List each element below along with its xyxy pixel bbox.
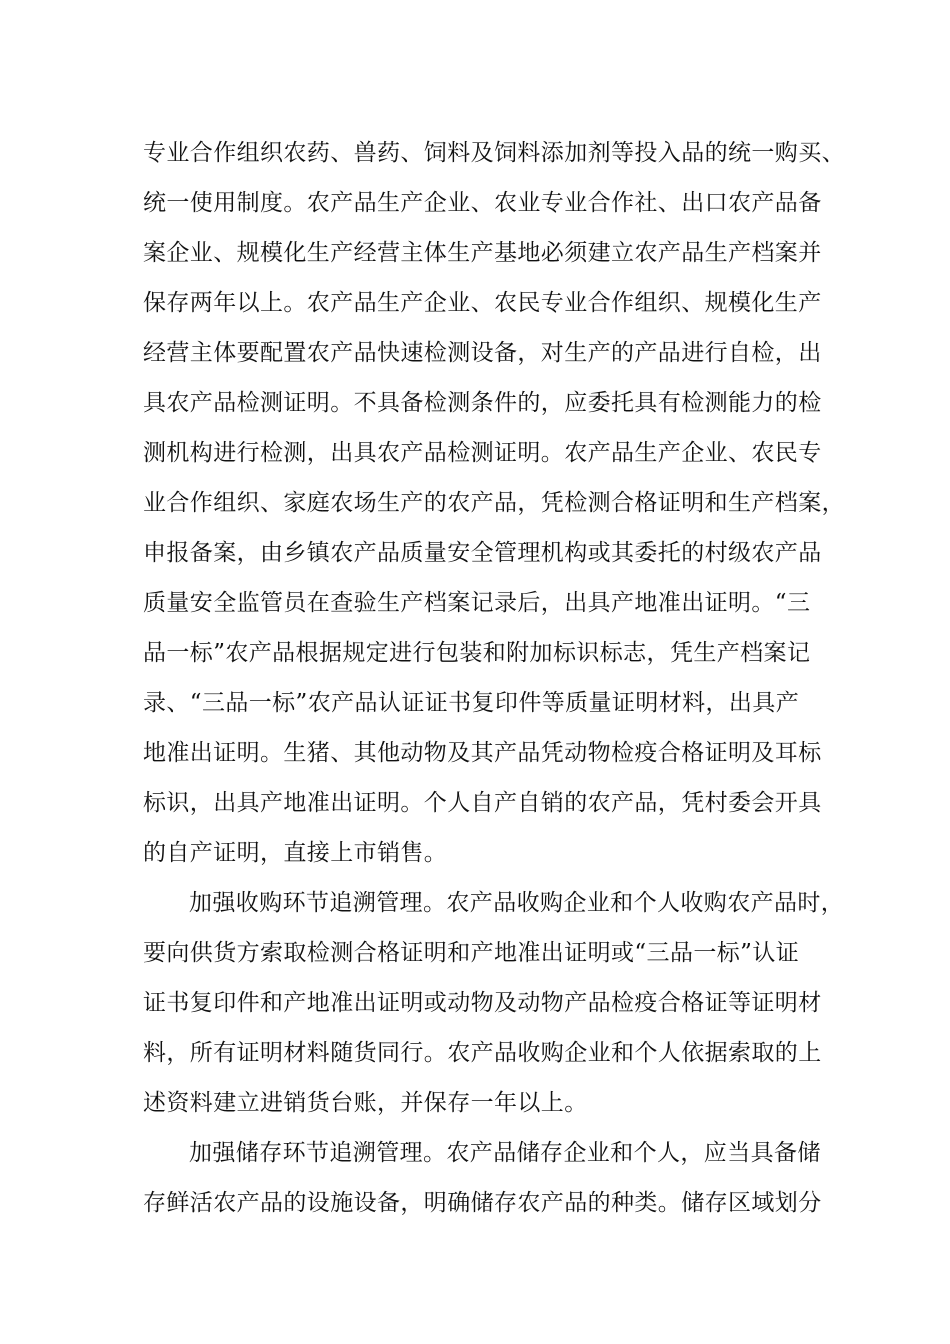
text-line: 地准出证明。生猪、其他动物及其产品凭动物检疫合格证明及耳标 xyxy=(143,740,822,766)
text-line: 专业合作组织农药、兽药、饲料及饲料添加剂等投入品的统一购买、 xyxy=(143,140,845,166)
text-line: 料，所有证明材料随货同行。农产品收购企业和个人依据索取的上 xyxy=(143,1040,822,1066)
text-line: 统一使用制度。农产品生产企业、农业专业合作社、出口农产品备 xyxy=(143,190,822,216)
text-line: 存鲜活农产品的设施设备，明确储存农产品的种类。储存区域划分 xyxy=(143,1190,822,1216)
text-line: 证书复印件和产地准出证明或动物及动物产品检疫合格证等证明材 xyxy=(143,990,822,1016)
text-line: 经营主体要配置农产品快速检测设备，对生产的产品进行自检，出 xyxy=(143,340,822,366)
text-line: 的自产证明，直接上市销售。 xyxy=(143,840,448,866)
text-line: 录、“三品一标”农产品认证证书复印件等质量证明材料，出具产 xyxy=(143,690,800,716)
text-line: 要向供货方索取检测合格证明和产地准出证明或“三品一标”认证 xyxy=(143,940,800,966)
text-line: 业合作组织、家庭农场生产的农产品，凭检测合格证明和生产档案， xyxy=(143,490,845,516)
text-line: 标识，出具产地准出证明。个人自产自销的农产品，凭村委会开具 xyxy=(143,790,822,816)
text-line: 质量安全监管员在查验生产档案记录后，出具产地准出证明。“三 xyxy=(143,590,811,616)
text-line: 品一标”农产品根据规定进行包装和附加标识标志，凭生产档案记 xyxy=(143,640,811,666)
text-line: 案企业、规模化生产经营主体生产基地必须建立农产品生产档案并 xyxy=(143,240,822,266)
paragraph-first-line: 加强储存环节追溯管理。农产品储存企业和个人，应当具备储 xyxy=(189,1140,821,1166)
text-line: 具农产品检测证明。不具备检测条件的，应委托具有检测能力的检 xyxy=(143,390,822,416)
text-line: 述资料建立进销货台账，并保存一年以上。 xyxy=(143,1090,588,1116)
text-line: 申报备案，由乡镇农产品质量安全管理机构或其委托的村级农产品 xyxy=(143,540,822,566)
paragraph-first-line: 加强收购环节追溯管理。农产品收购企业和个人收购农产品时， xyxy=(189,890,845,916)
document-body xyxy=(143,128,845,1228)
text-line: 保存两年以上。农产品生产企业、农民专业合作组织、规模化生产 xyxy=(143,290,822,316)
text-line: 测机构进行检测，出具农产品检测证明。农产品生产企业、农民专 xyxy=(143,440,822,466)
